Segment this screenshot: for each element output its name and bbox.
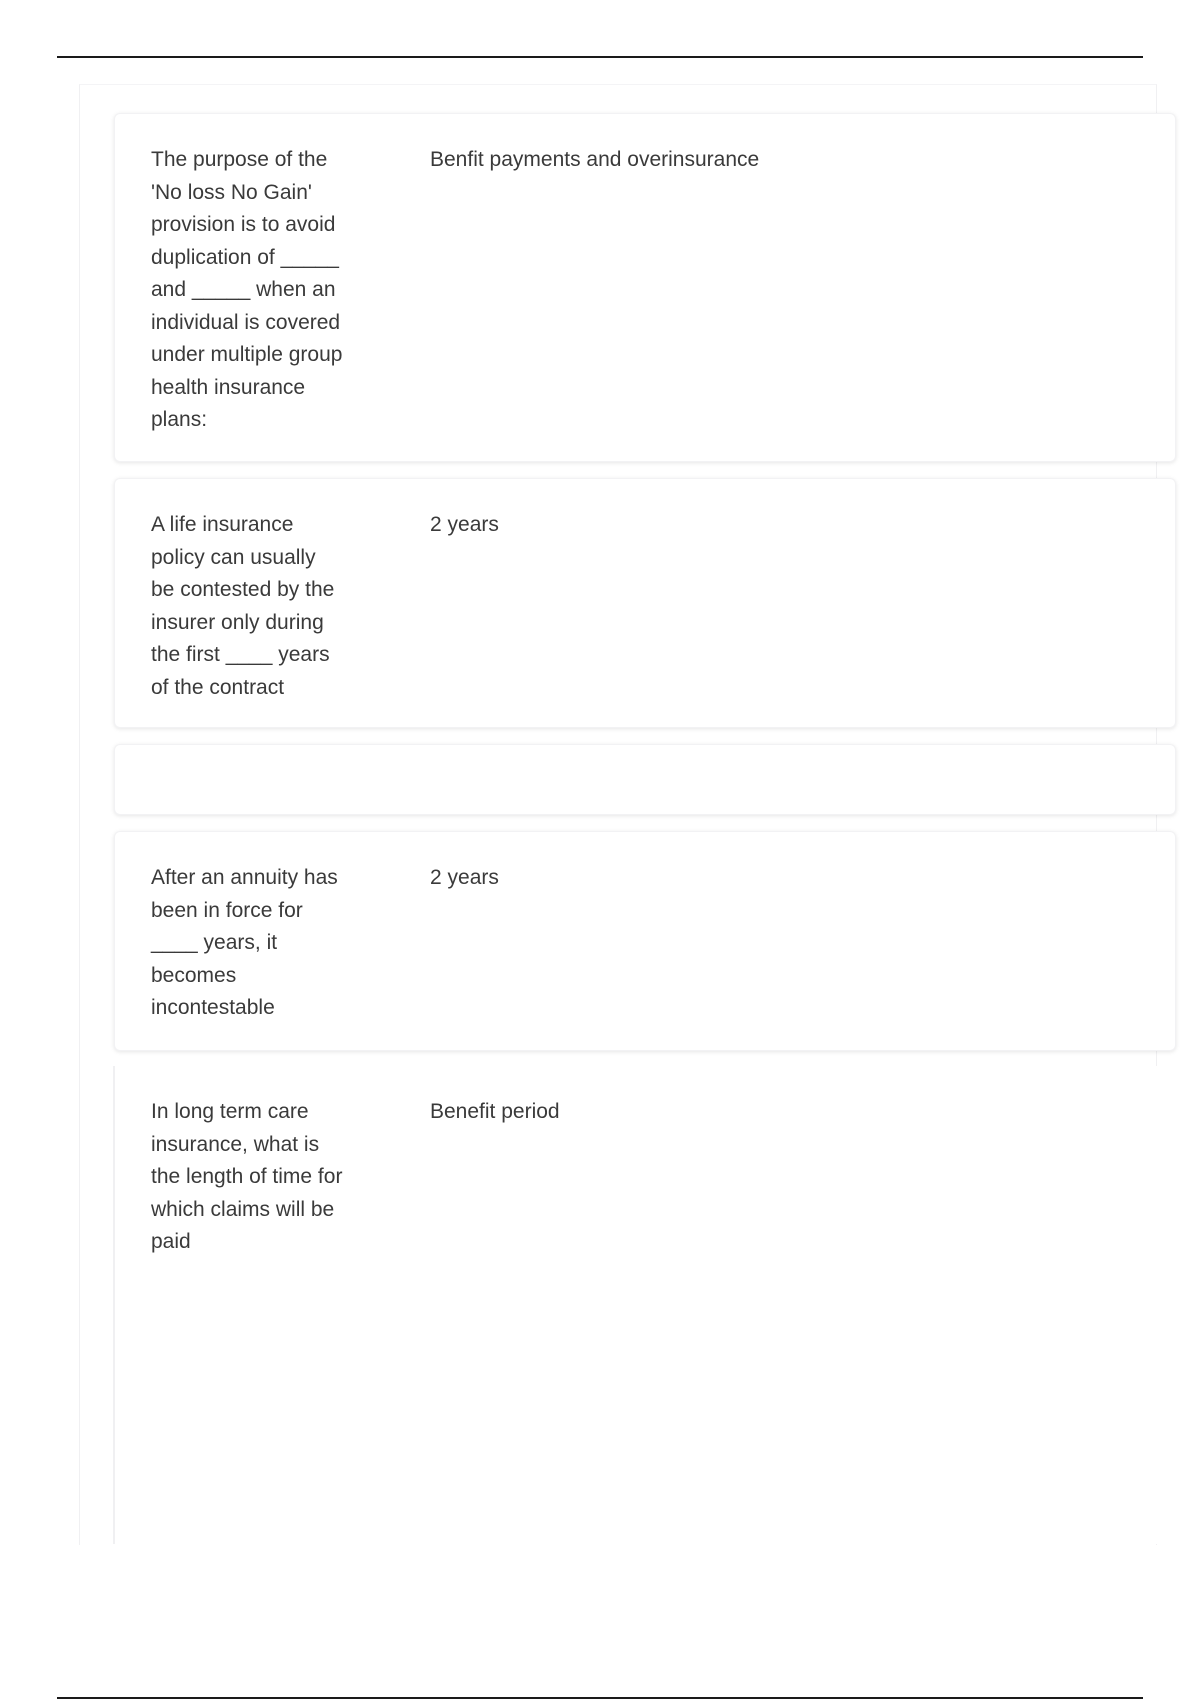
- flashcard-term: The purpose of the 'No loss No Gain' provision is to avoid duplication of _____ and _____ when an individual is covered under multiple group health insurance plans:: [151, 148, 343, 431]
- flashcard-definition: Benfit payments and overinsurance: [430, 148, 760, 171]
- flashcard-term: In long term care insurance, what is the length of time for which claims will be paid: [151, 1100, 343, 1253]
- flashcard-4[interactable]: [114, 831, 1176, 1051]
- flashcard-definition: 2 years: [430, 513, 499, 536]
- page-bottom-rule: [57, 1697, 1143, 1699]
- flashcard-term: After an annuity has been in force for ____ years, it becomes incontestable: [151, 866, 338, 1019]
- flashcard-5[interactable]: [114, 1066, 1176, 1544]
- flashcard-definition: 2 years: [430, 866, 499, 889]
- flashcard-3-empty[interactable]: [114, 744, 1176, 815]
- flashcard-definition: Benefit period: [430, 1100, 560, 1123]
- flashcard-2[interactable]: [114, 478, 1176, 728]
- page-top-rule: [57, 56, 1143, 58]
- flashcard-1[interactable]: [114, 113, 1176, 462]
- flashcard-term: A life insurance policy can usually be contested by the insurer only during the first ____ years of the contract: [151, 513, 335, 699]
